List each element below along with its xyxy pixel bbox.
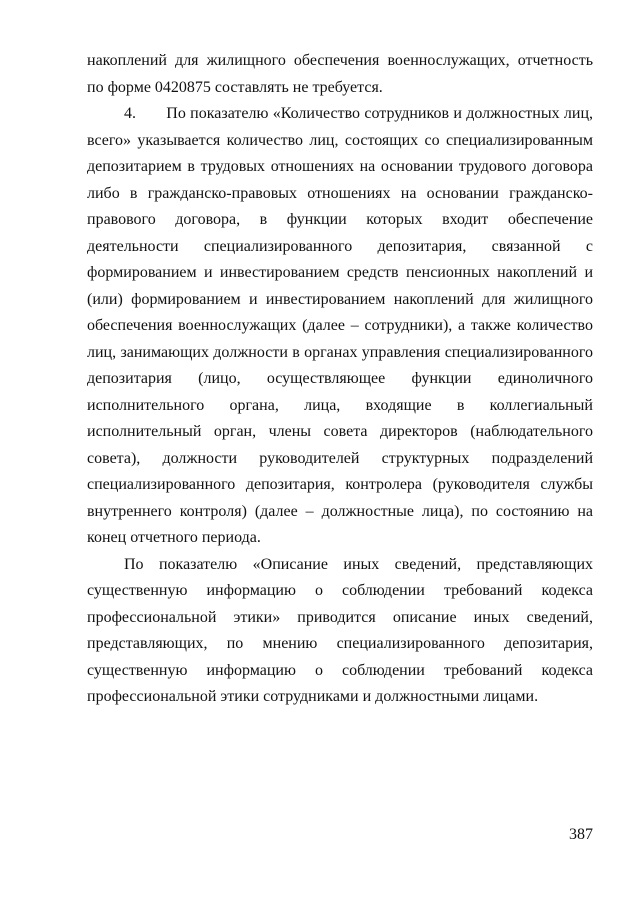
document-body (87, 48, 593, 711)
paragraph-ethics-description: По показателю «Описание иных сведений, представляющих существенную информацию о соблюдении требований кодекса профессиональной этики» приводится описание иных сведений, представляющих, по мнению специализированного депозитария, существенную информацию о соблюдении требований кодекса профессиональной этики сотрудниками и должностными лицами. (87, 555, 593, 705)
paragraph-continuation: накоплений для жилищного обеспечения военнослужащих, отчетность по форме 0420875 составлять не требуется. (87, 52, 593, 96)
page-number: 387 (569, 826, 593, 843)
paragraph-item-4: 4. По показателю «Количество сотрудников и должностных лиц, всего» указывается количество лиц, состоящих со специализированным депозитарием в трудовых отношениях на основании трудового договора либо в гражданско-правовых отношениях на основании гражданско-правового договора, в функции которых входит обеспечение деятельности специализированного депозитария, связанной с формированием и инвестированием средств пенсионных накоплений и (или) формированием и инвестированием накоплений для жилищного обеспечения военнослужащих (далее – сотрудники), а также количество лиц, занимающих должности в органах управления специализированного депозитария (лицо, осуществляющее функции единоличного исполнительного органа, лица, входящие в коллегиальный исполнительный орган, члены совета директоров (наблюдательного совета), должности руководителей структурных подразделений специализированного депозитария, контролера (руководителя службы внутреннего контроля) (далее – должностные лица), по состоянию на конец отчетного периода. (87, 105, 593, 546)
